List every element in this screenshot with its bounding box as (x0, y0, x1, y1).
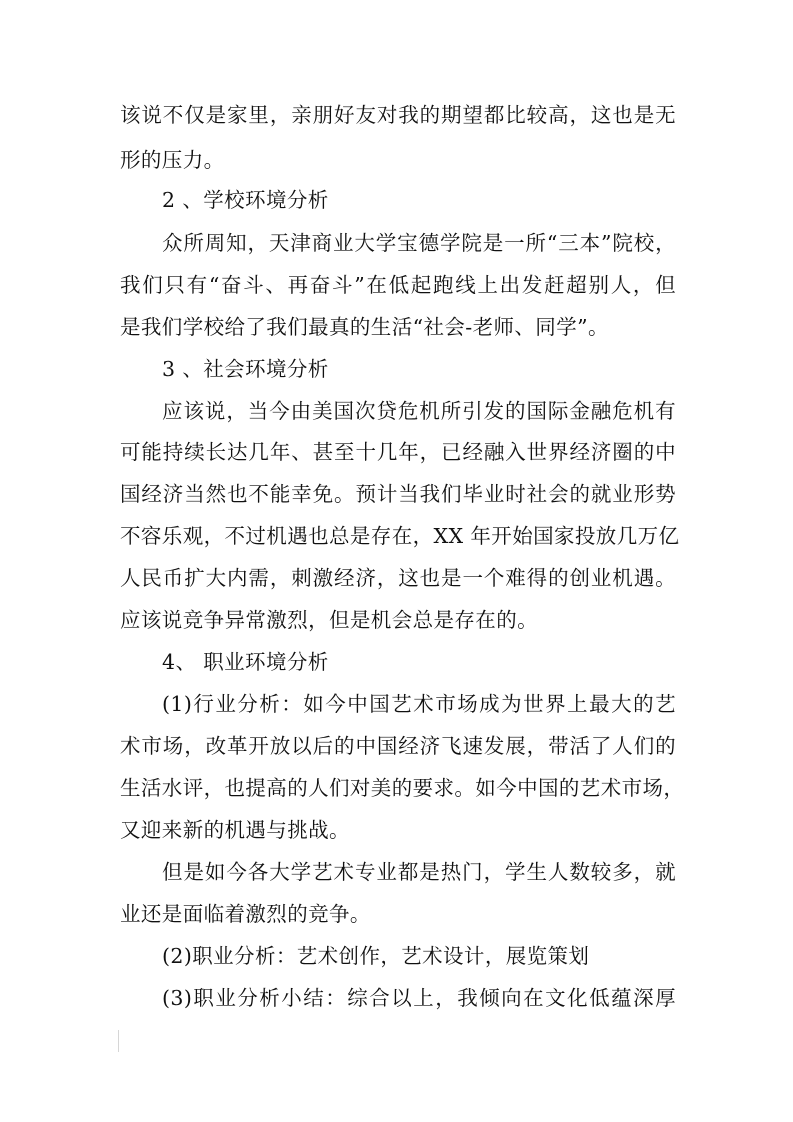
paragraph-line: 不容乐观，不过机遇也总是存在，XX 年开始国家投放几万亿 (120, 524, 680, 548)
paragraph-line: 又迎来新的机遇与挑战。 (120, 818, 350, 842)
section-heading-society: 3 、社会环境分析 (162, 357, 329, 381)
section-heading-career: 4、 职业环境分析 (162, 650, 329, 674)
margin-corner-mark (118, 1030, 121, 1052)
paragraph-line: 应该说竞争异常激烈，但是机会总是存在的。 (120, 608, 538, 632)
paragraph-line: 业还是面临着激烈的竞争。 (120, 902, 371, 926)
paragraph-line: (1)行业分析：如今中国艺术市场成为世界上最大的艺 (162, 692, 676, 716)
paragraph-line: 应该说，当今由美国次贷危机所引发的国际金融危机有 (162, 399, 676, 423)
paragraph-line: 该说不仅是家里，亲朋好友对我的期望都比较高，这也是无 (120, 103, 676, 127)
paragraph-line: (2)职业分析：艺术创作，艺术设计，展览策划 (162, 944, 590, 968)
paragraph-line: (3)职业分析小结：综合以上，我倾向在文化低蕴深厚 (162, 986, 676, 1010)
paragraph-line: 我们只有“奋斗、再奋斗”在低起跑线上出发赶超别人，但 (120, 273, 676, 297)
paragraph-line: 术市场，改革开放以后的中国经济飞速发展，带活了人们的 (120, 734, 676, 758)
paragraph-line: 是我们学校给了我们最真的生活“社会-老师、同学”。 (120, 315, 609, 339)
paragraph-line: 可能持续长达几年、甚至十几年，已经融入世界经济圈的中 (120, 440, 676, 464)
paragraph-line: 国经济当然也不能幸免。预计当我们毕业时社会的就业形势 (120, 482, 676, 506)
paragraph-line: 人民币扩大内需，刺激经济，这也是一个难得的创业机遇。 (120, 566, 676, 590)
paragraph-line: 众所周知，天津商业大学宝德学院是一所“三本”院校， (162, 231, 676, 255)
paragraph-line: 但是如今各大学艺术专业都是热门，学生人数较多，就 (162, 860, 676, 884)
paragraph-line: 生活水评，也提高的人们对美的要求。如今中国的艺术市场， (120, 776, 685, 800)
paragraph-line: 形的压力。 (120, 148, 225, 172)
section-heading-school: 2 、学校环境分析 (162, 188, 329, 212)
